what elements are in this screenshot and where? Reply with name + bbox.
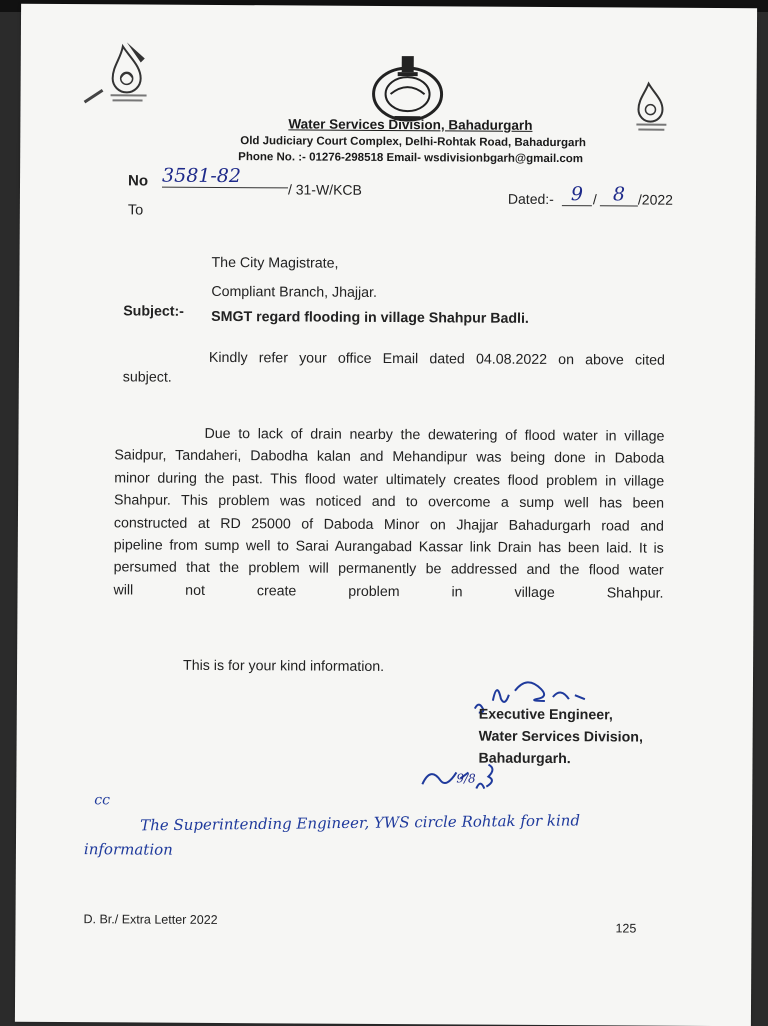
- subject-text: SMGT regard flooding in village Shahpur Badli.: [211, 308, 529, 327]
- closing-line: This is for your kind information.: [183, 657, 385, 675]
- haryana-govt-emblem-icon: [368, 50, 446, 122]
- para1-line-1: Kindly refer your office Email dated 04.08.2022 on above cited: [208, 349, 665, 369]
- para2-line-3: minor during the past. This flood water ultimately creates flood problem in village: [114, 470, 665, 490]
- ref-no-handwritten: 3581-82: [162, 165, 288, 189]
- ref-no-label: No: [127, 172, 149, 190]
- subject-label: Subject:-: [123, 303, 184, 320]
- footer-dbr: D. Br./ Extra Letter 2022: [83, 912, 218, 927]
- para2-line-8: will not create problem in village Shahpur.: [113, 582, 664, 602]
- para2-line-7: persumed that the problem will permanently be addressed and the flood water: [113, 559, 664, 580]
- addressee-line-2: Compliant Branch, Jhajjar.: [211, 283, 378, 301]
- date-slash-1: /: [592, 191, 597, 208]
- signatory-place: Bahadurgarh.: [478, 750, 571, 768]
- dated-month: 8: [600, 183, 638, 206]
- para2-line-2: Saidpur, Tandaheri, Dabodha kalan and Mehandipur was being done in Daboda: [114, 447, 665, 468]
- initials-date: 9/8: [456, 771, 476, 786]
- cc-note-line-1: The Superintending Engineer, YWS circle Rohtak for kind: [140, 811, 581, 835]
- stray-mark-icon: [83, 88, 107, 104]
- para2-line-1: Due to lack of drain nearby the dewatering of flood water in village: [204, 425, 665, 445]
- to-label: To: [127, 202, 144, 219]
- para2-line-6: pipeline from sump well to Sarai Aurangabad Kassar link Drain has been laid. It is: [113, 537, 664, 557]
- signatory-division: Water Services Division,: [478, 728, 643, 746]
- division-title: Water Services Division, Bahadurgarh: [288, 116, 533, 133]
- dated-label: Dated:-: [507, 190, 554, 208]
- contact-line: Phone No. :- 01276-298518 Email- wsdivisionbgarh@gmail.com: [238, 151, 584, 166]
- cc-note-line-2: information: [83, 840, 173, 859]
- para1-line-2: subject.: [122, 369, 172, 386]
- footer-page-number: 125: [615, 921, 637, 936]
- reference-paragraph: [123, 349, 665, 388]
- pen-mark-icon: [123, 38, 151, 78]
- para2-line-4: Shahpur. This problem was noticed and to overcome a sump well has been: [114, 492, 665, 512]
- para2-line-5: constructed at RD 25000 of Daboda Minor on Jhajjar Bahadurgarh road and: [113, 514, 664, 535]
- ref-no-suffix: / 31-W/KCB: [287, 181, 362, 198]
- letter-page: [15, 4, 757, 1026]
- cc-marker: cc: [94, 792, 110, 809]
- main-paragraph: [113, 422, 664, 605]
- addressee-line-1: The City Magistrate,: [211, 254, 339, 272]
- right-water-drop-logo-icon: [624, 79, 676, 137]
- initials-icon: [416, 758, 536, 799]
- dated-day: 9: [562, 183, 592, 206]
- dated-year: /2022: [637, 191, 674, 208]
- signatory-title: Executive Engineer,: [478, 706, 613, 724]
- address-line: Old Judiciary Court Complex, Delhi-Rohtak Road, Bahadurgarh: [240, 135, 586, 150]
